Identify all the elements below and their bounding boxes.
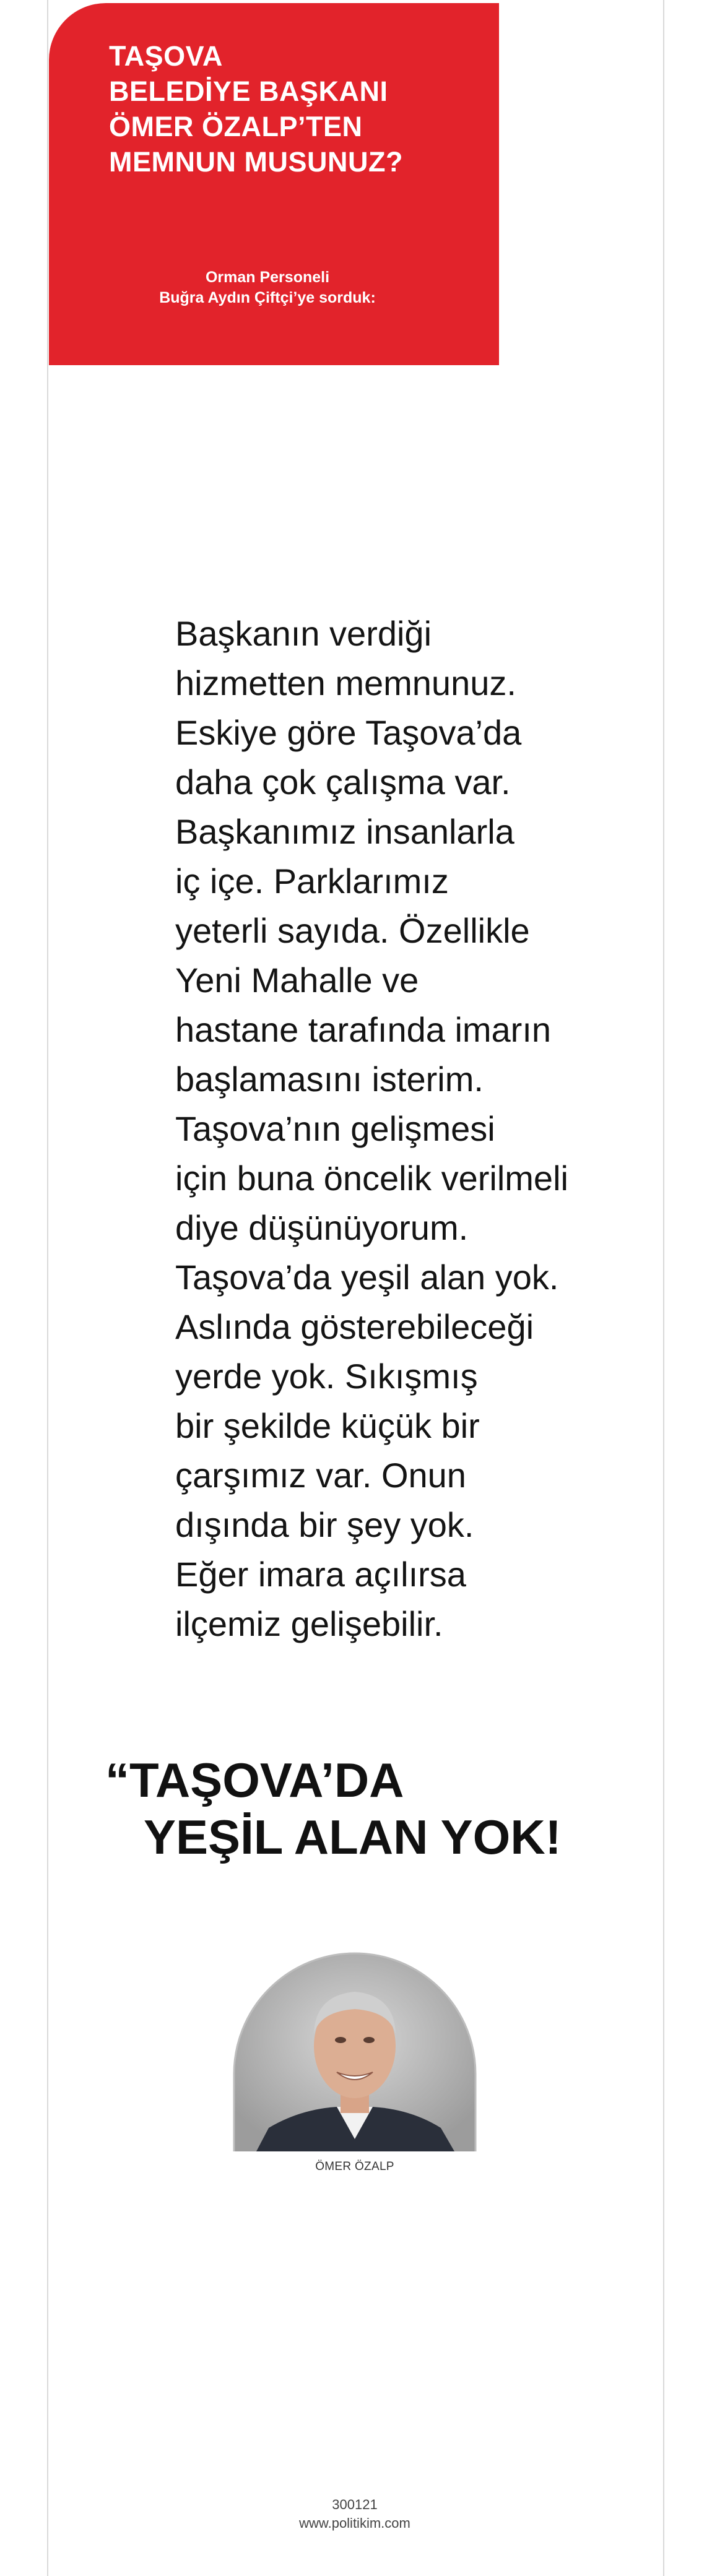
answer-line: Taşova’nın gelişmesi [175,1109,495,1148]
header-title-line: ÖMER ÖZALP’TEN [109,111,363,142]
header-subtitle-line: Orman Personeli [205,269,330,286]
answer-line: Taşova’da yeşil alan yok. [175,1258,559,1297]
portrait-illustration [232,1947,478,2151]
header-title [109,38,456,179]
answer-line: için buna öncelik verilmeli [175,1159,568,1198]
header-subtitle-line: Buğra Aydın Çiftçi’ye sorduk: [159,289,376,306]
footer-url[interactable]: www.politikim.com [299,2515,410,2531]
answer-line: Aslında gösterebileceği [175,1307,534,1346]
answer-line: diye düşünüyorum. [175,1208,469,1247]
header-title-line: BELEDİYE BAŞKANI [109,76,388,107]
footer-number: 300121 [332,2497,378,2512]
answer-line: Eğer imara açılırsa [175,1555,466,1594]
answer-line: ilçemiz gelişebilir. [175,1604,443,1643]
answer-line: Yeni Mahalle ve [175,961,419,1000]
answer-line: iç içe. Parklarımız [175,862,449,901]
answer-line: Eskiye göre Taşova’da [175,713,522,752]
header-title-line: MEMNUN MUSUNUZ? [109,146,403,178]
left-column-rule [47,0,48,2576]
header-title-line: TAŞOVA [109,40,223,72]
answer-line: daha çok çalışma var. [175,763,511,802]
answer-line: Başkanın verdiği [175,614,432,653]
pull-quote-headline [105,1752,638,1865]
headline-line-1: “TAŞOVA’DA [105,1753,404,1807]
answer-line: dışında bir şey yok. [175,1505,474,1544]
answer-line: çarşımız var. Onun [175,1456,466,1495]
answer-line: yerde yok. Sıkışmış [175,1357,478,1396]
headline-line-2: YEŞİL ALAN YOK! [144,1810,562,1864]
interview-answer [175,609,609,1649]
answer-line: başlamasını isterim. [175,1060,484,1099]
answer-line: hastane tarafında imarın [175,1010,552,1049]
answer-line: Başkanımız insanlarla [175,812,514,851]
answer-line: yeterli sayıda. Özellikle [175,911,530,950]
portrait-photo [232,1947,478,2151]
answer-line: hizmetten memnunuz. [175,663,516,702]
header-subtitle [119,267,416,308]
portrait-caption: ÖMER ÖZALP [315,2160,394,2173]
right-column-rule [663,0,664,2576]
answer-line: bir şekilde küçük bir [175,1406,480,1445]
